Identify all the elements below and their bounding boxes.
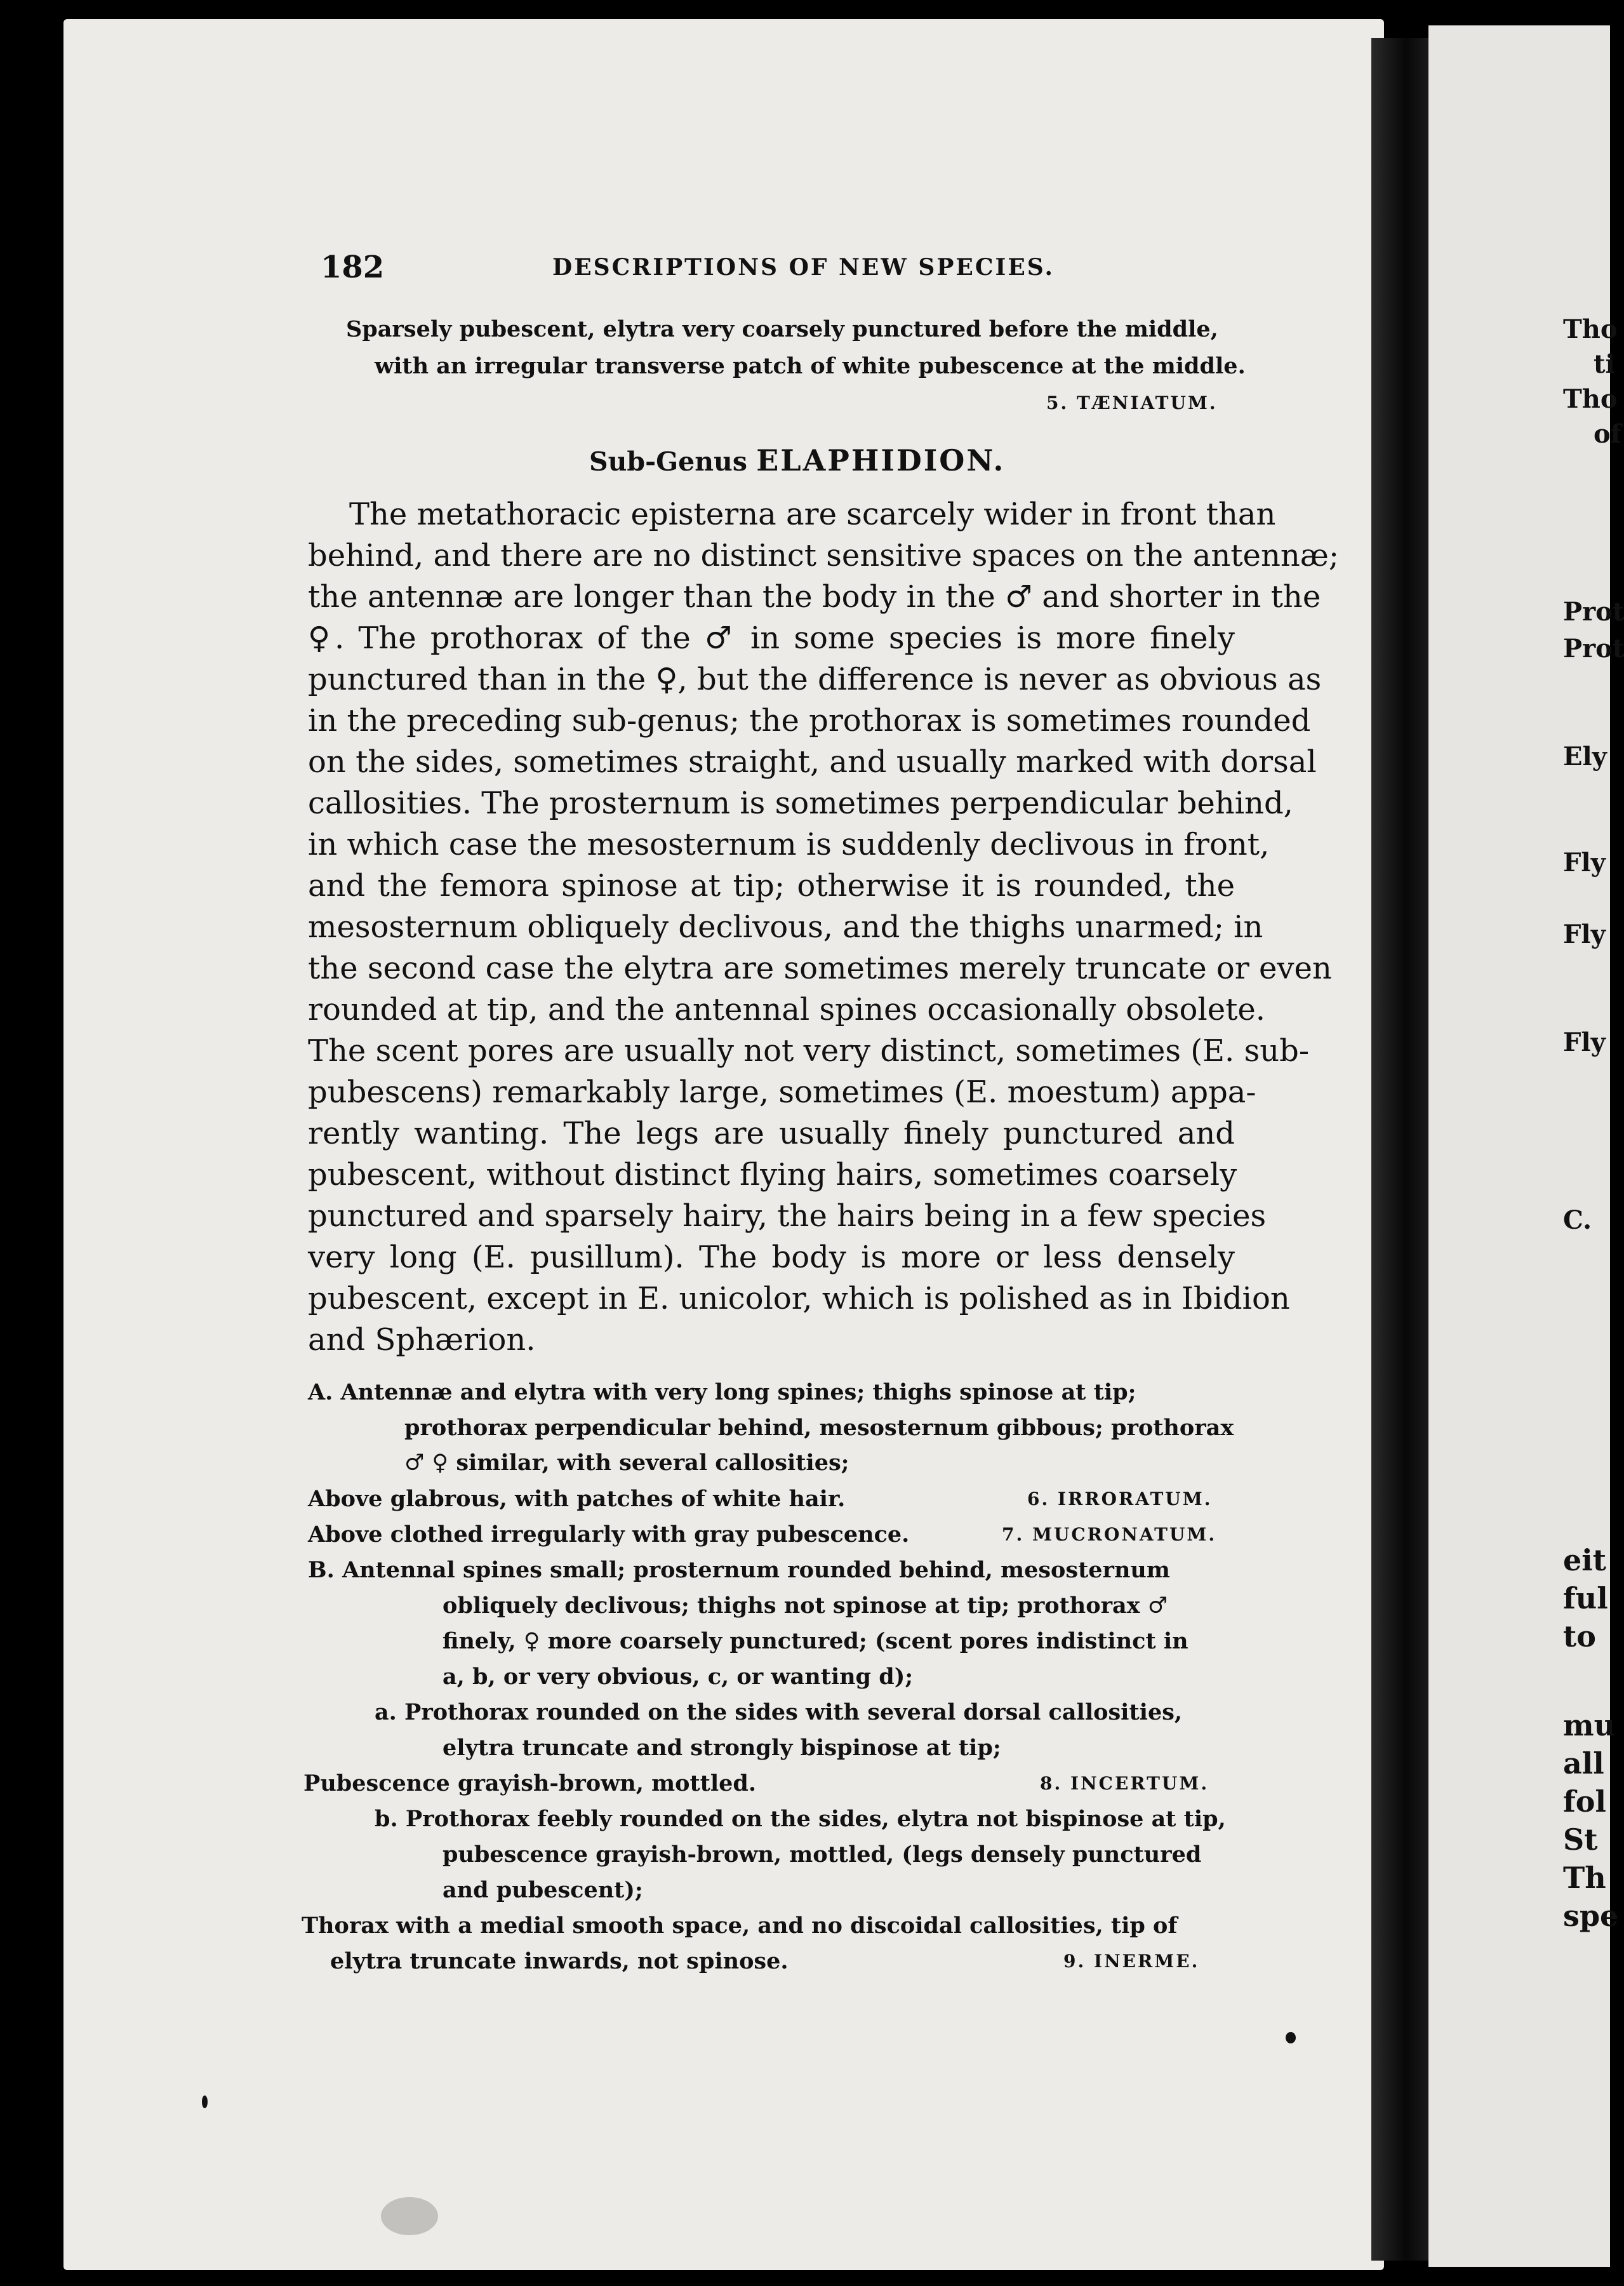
paragraph-line: punctured and sparsely hairy, the hairs being in a few species — [308, 1198, 1267, 1234]
paragraph-line: very long (E. pusillum). The body is more or less densely — [308, 1240, 1235, 1275]
facing-page-text: Tho — [1563, 384, 1618, 414]
paragraph-line: ♀. The prothorax of the ♂ in some species is more finely — [308, 620, 1235, 656]
species-name: 9. INERME. — [1063, 1951, 1200, 1972]
facing-page-text: Ely — [1563, 742, 1607, 772]
species-name: 6. IRRORATUM. — [1027, 1488, 1213, 1509]
key-line: elytra truncate inwards, not spinose. — [330, 1948, 789, 1974]
description-paragraph — [308, 494, 1340, 1361]
subgenus-name: ELAPHIDION. — [756, 443, 1006, 478]
facing-page-text: Prot — [1563, 597, 1624, 627]
paragraph-line: the antennæ are longer than the body in the ♂ and shorter in the — [308, 579, 1321, 615]
facing-page-text: of — [1594, 419, 1621, 449]
running-head: DESCRIPTIONS OF NEW SPECIES. — [552, 254, 1055, 281]
paragraph-line: pubescens) remarkably large, sometimes (E. moestum) appa- — [308, 1074, 1256, 1110]
paragraph-line: and Sphærion. — [308, 1322, 536, 1358]
key-line: obliquely declivous; thighs not spinose at tip; prothorax ♂ — [443, 1593, 1168, 1619]
paragraph-line: in which case the mesosternum is suddenly declivous in front, — [308, 827, 1270, 862]
subgenus-prefix: Sub-Genus — [589, 446, 747, 477]
key-line: B. Antennal spines small; prosternum rounded behind, mesosternum — [308, 1557, 1170, 1583]
paragraph-line: and the femora spinose at tip; otherwise it is rounded, the — [308, 868, 1235, 904]
facing-page-text: to — [1563, 1619, 1596, 1654]
facing-page-text: eit — [1563, 1543, 1606, 1577]
book-gutter — [1371, 38, 1428, 2261]
facing-page-text: Fly — [1563, 848, 1606, 878]
key-line: a. Prothorax rounded on the sides with several dorsal callosities, — [375, 1699, 1183, 1725]
key-line: Above clothed irregularly with gray pubescence. — [308, 1521, 910, 1547]
key-line: prothorax perpendicular behind, mesosternum gibbous; prothorax — [404, 1415, 1234, 1441]
key-line: and pubescent); — [443, 1877, 643, 1903]
facing-page-text: ti — [1594, 349, 1615, 379]
species-name: 5. TÆNIATUM. — [1046, 392, 1218, 413]
facing-page-text: St — [1563, 1822, 1598, 1857]
species-name: 7. MUCRONATUM. — [1002, 1524, 1217, 1545]
key-line: Thorax with a medial smooth space, and no discoidal callosities, tip of — [302, 1913, 1178, 1939]
facing-page-text: fol — [1563, 1784, 1606, 1819]
paragraph-line: behind, and there are no distinct sensitive spaces on the antennæ; — [308, 538, 1340, 573]
facing-page-text: C. — [1563, 1205, 1592, 1235]
key-line: Above glabrous, with patches of white hair. — [308, 1486, 846, 1512]
facing-page-text: spe — [1563, 1899, 1619, 1933]
paragraph-line: rently wanting. The legs are usually finely punctured and — [308, 1116, 1235, 1151]
key-line: finely, ♀ more coarsely punctured; (scent pores indistinct in — [443, 1628, 1188, 1654]
species-name: 8. INCERTUM. — [1040, 1773, 1209, 1794]
paragraph-line: the second case the elytra are sometimes merely truncate or even — [308, 951, 1332, 986]
facing-page-text: Prot — [1563, 634, 1624, 664]
facing-page-text: mu — [1563, 1708, 1616, 1742]
key-line: A. Antennæ and elytra with very long spines; thighs spinose at tip; — [308, 1379, 1136, 1405]
page-number: 182 — [321, 250, 385, 285]
paragraph-line: on the sides, sometimes straight, and usually marked with dorsal — [308, 744, 1317, 780]
scan-speck — [1286, 2032, 1296, 2043]
facing-page-text: Fly — [1563, 1027, 1606, 1057]
facing-page-text: Tho — [1563, 314, 1618, 344]
key-line: with an irregular transverse patch of white pubescence at the middle. — [375, 353, 1246, 379]
scan-smudge — [381, 2197, 438, 2235]
key-line: ♂ ♀ similar, with several callosities; — [404, 1450, 849, 1476]
paragraph-line: pubescent, except in E. unicolor, which is polished as in Ibidion — [308, 1281, 1290, 1316]
key-line: elytra truncate and strongly bispinose at tip; — [443, 1735, 1001, 1761]
paragraph-line: The metathoracic episterna are scarcely wider in front than — [349, 497, 1276, 532]
facing-page-text: all — [1563, 1746, 1604, 1781]
paragraph-line: The scent pores are usually not very distinct, sometimes (E. sub- — [308, 1033, 1310, 1069]
scan-speck — [202, 2096, 208, 2108]
paragraph-line: punctured than in the ♀, but the difference is never as obvious as — [308, 662, 1322, 697]
facing-page-text: ful — [1563, 1581, 1608, 1615]
paragraph-line: pubescent, without distinct flying hairs, sometimes coarsely — [308, 1157, 1237, 1193]
key-line: pubescence grayish-brown, mottled, (legs densely punctured — [443, 1842, 1202, 1868]
paragraph-line: in the preceding sub-genus; the prothorax is sometimes rounded — [308, 703, 1311, 739]
facing-page-text: Th — [1563, 1861, 1606, 1895]
paragraph-line: mesosternum obliquely declivous, and the thighs unarmed; in — [308, 909, 1263, 945]
facing-page-text: Fly — [1563, 919, 1606, 949]
key-line: b. Prothorax feebly rounded on the sides, elytra not bispinose at tip, — [375, 1806, 1226, 1832]
key-line: Sparsely pubescent, elytra very coarsely punctured before the middle, — [346, 316, 1218, 342]
paragraph-line: rounded at tip, and the antennal spines occasionally obsolete. — [308, 992, 1266, 1027]
key-line: a, b, or very obvious, c, or wanting d); — [443, 1664, 914, 1690]
paragraph-line: callosities. The prosternum is sometimes perpendicular behind, — [308, 785, 1293, 821]
key-line: Pubescence grayish-brown, mottled. — [303, 1770, 757, 1796]
subgenus-heading — [589, 443, 1005, 478]
